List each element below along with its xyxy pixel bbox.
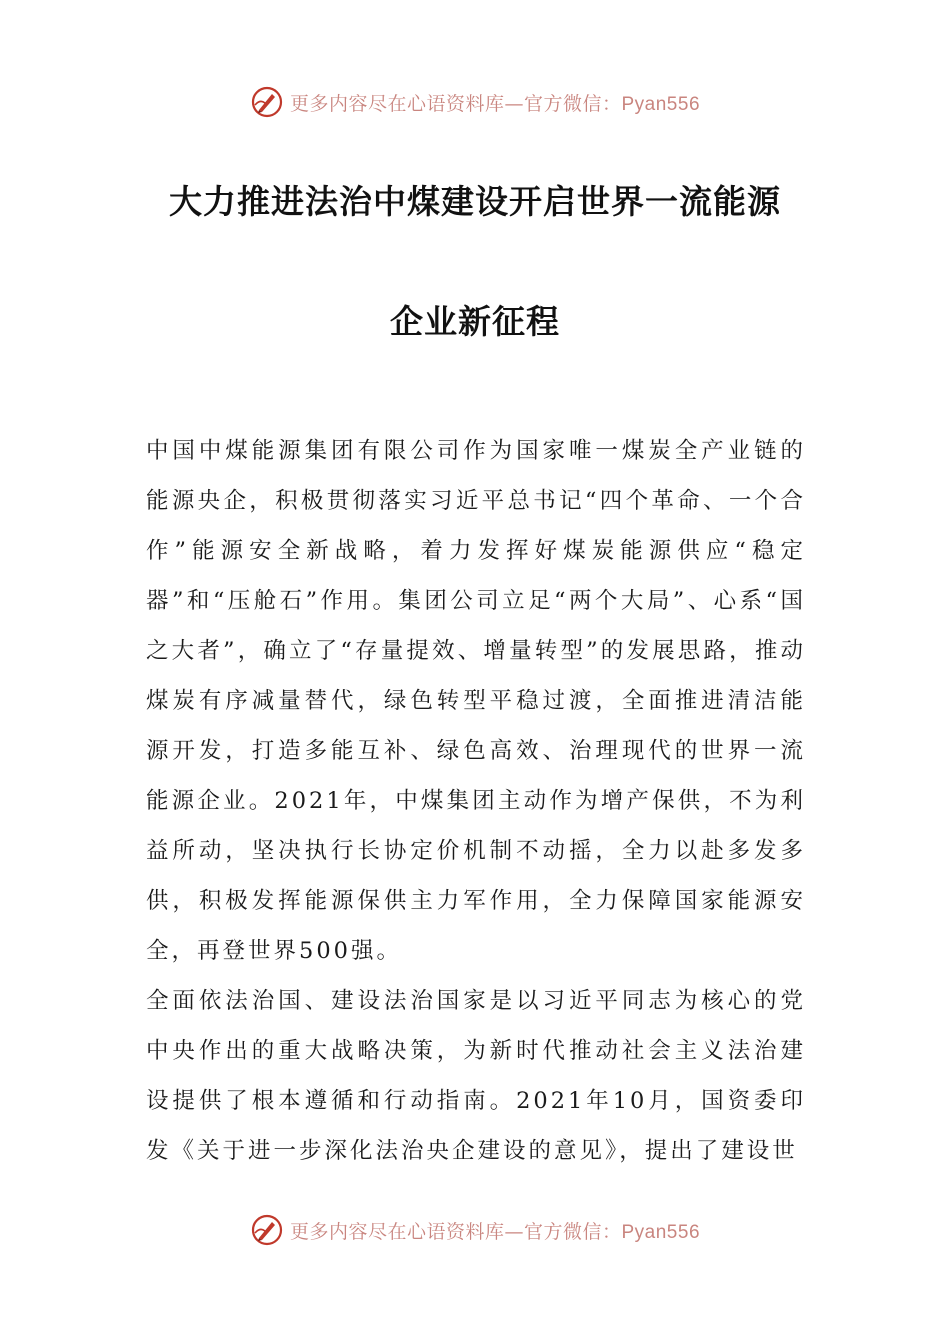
document-title-line-2: 企业新征程 (390, 302, 560, 341)
document-body (146, 426, 806, 1176)
footer-wechat-id: Pyan556 (621, 1221, 701, 1243)
body-paragraph-1: 中国中煤能源集团有限公司作为国家唯一煤炭全产业链的能源央企，积极贯彻落实习近平总书记“四个革命、一个合作”能源安全新战略，着力发挥好煤炭能源供应“稳定器”和“压舱石”作用。集团公司立足“两个大局”、心系“国之大者”，确立了“存量提效、增量转型”的发展思路，推动煤炭有序减量替代，绿色转型平稳过渡，全面推进清洁能源开发，打造多能互补、绿色高效、治理现代的世界一流能源企业。2021年，中煤集团主动作为增产保供，不为利益所动，坚决执行长协定价机制不动摇，全力以赴多发多供，积极发挥能源保供主力军作用，全力保障国家能源安全，再登世界500强。 (146, 438, 806, 964)
header-banner-text: 更多内容尽在心语资料库—官方微信： (289, 92, 622, 115)
header-banner (0, 82, 950, 122)
footer-banner-text: 更多内容尽在心语资料库—官方微信： (289, 1220, 622, 1243)
pen-logo-icon (250, 85, 284, 119)
document-title-line-1: 大力推进法治中煤建设开启世界一流能源 (169, 182, 781, 221)
pen-logo-icon (250, 1213, 284, 1247)
header-wechat-id: Pyan556 (621, 93, 701, 115)
footer-banner (0, 1210, 950, 1250)
body-paragraph-2: 全面依法治国、建设法治国家是以习近平同志为核心的党中央作出的重大战略决策，为新时代推动社会主义法治建设提供了根本遵循和行动指南。2021年10月，国资委印发《关于进一步深化法治央企建设的意见》，提出了建设世 (146, 988, 806, 1164)
